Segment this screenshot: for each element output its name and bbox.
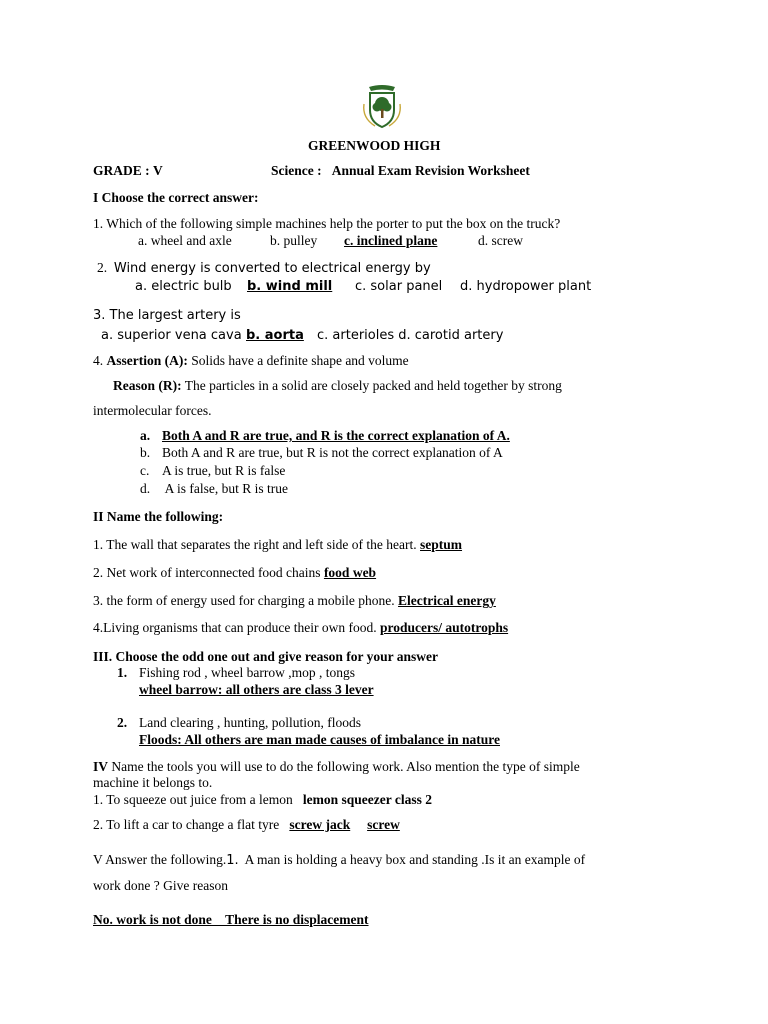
name-item-text: 1. The wall that separates the right and left side of the heart. (93, 537, 417, 552)
q1-option-b: b. pulley (270, 233, 318, 248)
section-4-label: IV (93, 759, 109, 774)
school-name: GREENWOOD HIGH (308, 138, 441, 153)
tool-question: 1. To squeeze out juice from a lemon (93, 792, 293, 807)
q1-text: 1. Which of the following simple machines help the porter to put the box on the truck? (93, 216, 561, 231)
q4-option-c: A is true, but R is false (162, 463, 286, 478)
q1-option-d: d. screw (478, 233, 523, 248)
q4-number: 4. (93, 353, 104, 368)
q3-option-a: a. superior vena cava (101, 328, 242, 343)
tool-question: 2. To lift a car to change a flat tyre (93, 817, 280, 832)
q2-number: 2. (97, 260, 108, 275)
q1-option-a: a. wheel and axle (138, 233, 232, 248)
q3-option-c-d: c. arterioles d. carotid artery (317, 328, 504, 343)
q4-option-b-letter: b. (140, 445, 151, 460)
odd-item-number: 2. (117, 715, 128, 730)
worksheet-title: Annual Exam Revision Worksheet (331, 163, 530, 178)
section-1-title: I Choose the correct answer: (93, 190, 259, 205)
tool-answer-type: screw (367, 817, 400, 832)
section-5-question: A man is holding a heavy box and standing .Is it an example of (238, 852, 586, 867)
odd-item-text: Land clearing , hunting, pollution, floods (139, 715, 361, 730)
q3-text: 3. The largest artery is (93, 308, 241, 323)
tool-answer-tool: screw jack (289, 817, 351, 832)
odd-item-number: 1. (117, 665, 128, 680)
section-5-question-cont: work done ? Give reason (93, 878, 228, 893)
section-2-title: II Name the following: (93, 509, 224, 524)
section-4-text: Name the tools you will use to do the following work. Also mention the type of simple (111, 759, 580, 774)
q3-option-b-answer: b. aorta (246, 328, 304, 343)
q4-option-d: A is false, but R is true (162, 481, 288, 496)
q4-option-a-letter: a. (140, 428, 151, 443)
subject-label: Science : (271, 163, 322, 178)
reason-continued: intermolecular forces. (93, 403, 212, 418)
odd-item-answer: Floods: All others are man made causes of imbalance in nature (139, 732, 500, 747)
q4-option-c-letter: c. (140, 463, 150, 478)
name-item-answer: septum (420, 537, 463, 552)
name-item-text: 3. the form of energy used for charging a mobile phone. (93, 593, 395, 608)
reason-label: Reason (R): (113, 378, 182, 393)
q4-option-a-answer: Both A and R are true, and R is the correct explanation of A. (162, 428, 510, 443)
name-item-answer: food web (323, 565, 377, 580)
q2-text: Wind energy is converted to electrical energy by (113, 261, 431, 276)
odd-item-answer: wheel barrow: all others are class 3 lever (139, 682, 374, 697)
q2-option-d: d. hydropower plant (460, 279, 592, 294)
grade-label: GRADE : (93, 163, 150, 178)
school-crest-logo (361, 84, 403, 130)
tool-answer: lemon squeezer class 2 (302, 792, 432, 807)
odd-item-text: Fishing rod , wheel barrow ,mop , tongs (139, 665, 355, 680)
q2-option-c: c. solar panel (355, 279, 443, 294)
reason-text: The particles in a solid are closely packed and held together by strong (184, 378, 562, 393)
q2-option-a: a. electric bulb (135, 279, 232, 294)
assertion-label: Assertion (A): (106, 353, 188, 368)
section-5-answer: No. work is not done There is no displacement (93, 912, 369, 927)
q4-option-b: Both A and R are true, but R is not the correct explanation of A (162, 445, 503, 460)
assertion-text: Solids have a definite shape and volume (191, 353, 409, 368)
q1-option-c-answer: c. inclined plane (344, 233, 438, 248)
section-3-title: III. Choose the odd one out and give reason for your answer (93, 649, 439, 664)
q2-option-b-answer: b. wind mill (247, 279, 333, 294)
name-item-text: 2. Net work of interconnected food chains (93, 565, 321, 580)
name-item-answer: Electrical energy (398, 593, 496, 608)
section-5-label: V Answer the following. (93, 852, 227, 867)
name-item-answer: producers/ autotrophs (379, 620, 509, 635)
name-item-text: 4.Living organisms that can produce their own food. (93, 620, 377, 635)
grade-value: V (153, 163, 163, 178)
section-4-text-cont: machine it belongs to. (93, 775, 213, 790)
q4-option-d-letter: d. (140, 481, 151, 496)
section-5-question-number: 1. (226, 853, 239, 868)
